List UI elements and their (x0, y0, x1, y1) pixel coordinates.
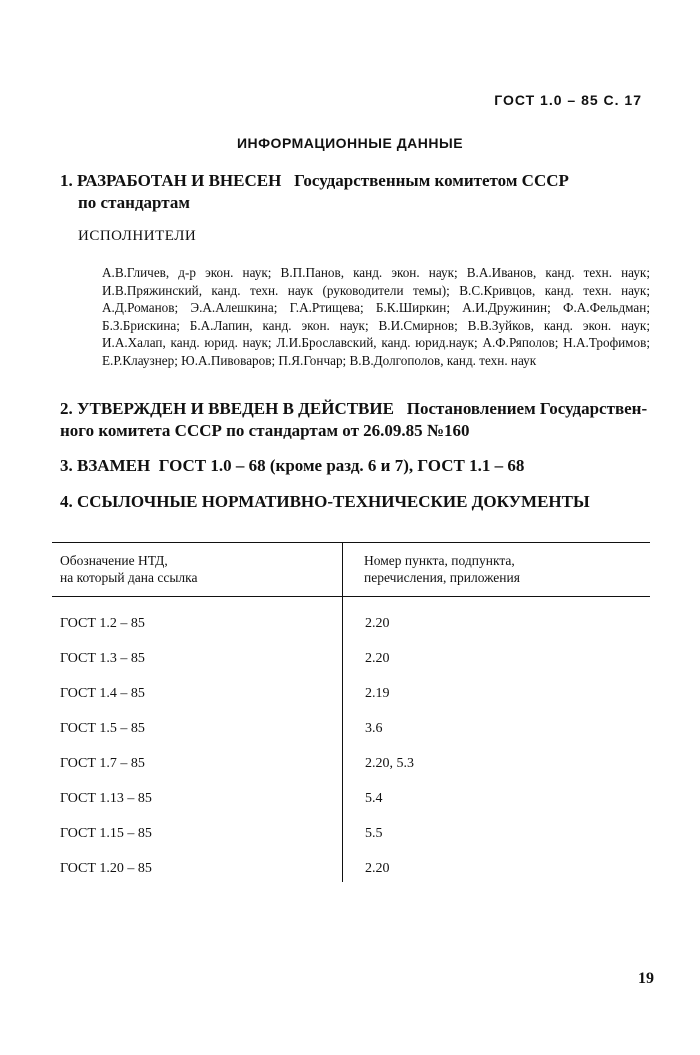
performers-list: А.В.Гличев, д-р экон. наук; В.П.Панов, канд. экон. наук; В.А.Иванов, канд. техн. наук; И.В.Пряжинский, канд. техн. наук (руководители темы); В.С.Кривцов, канд. техн. наук; А.Д.Романов; Э.А.Алешкина; Г.А.Ртищева; Б.К.Ширкин; А.И.Дружинин; Ф.А.Фельдман; Б.З.Брискина; Б.А.Лапин, канд. экон. наук; В.И.Смирнов; В.В.Зуйков, канд. экон. наук; И.А.Халап, канд. юрид. наук; Л.И.Брославский, канд. юрид.наук; А.Ф.Ряполов; Н.А.Трофимов; Е.Р.Клаузнер; Ю.А.Пивоваров; П.Я.Гончар; В.В.Долгополов, канд. техн. наук (102, 265, 650, 368)
section-text-continued: по стандартам (78, 193, 190, 212)
section-text: Государственным комитетом СССР (294, 171, 569, 190)
table-row (52, 826, 650, 860)
section-label: ВЗАМЕН (77, 456, 151, 475)
table-header-document (60, 552, 198, 586)
table-header-text: перечисления, приложения (364, 570, 520, 585)
table-header-text: на который дана ссылка (60, 570, 198, 585)
section-approved (60, 398, 650, 442)
table-cell-document: ГОСТ 1.4 – 85 (60, 686, 145, 701)
section-label: ССЫЛОЧНЫЕ НОРМАТИВНО-ТЕХНИЧЕСКИЕ ДОКУМЕНТЫ (77, 492, 590, 511)
table-cell-clause: 5.5 (365, 826, 383, 841)
table-cell-clause: 3.6 (365, 721, 383, 736)
table-cell-clause: 2.20 (365, 651, 390, 666)
table-row (52, 721, 650, 755)
table-cell-clause: 2.20 (365, 616, 390, 631)
table-cell-document: ГОСТ 1.20 – 85 (60, 861, 152, 876)
section-text: Постановлением Государствен- (406, 399, 648, 418)
table-row (52, 756, 650, 790)
section-reference-docs (60, 491, 650, 513)
performers-label: ИСПОЛНИТЕЛИ (78, 228, 197, 244)
table-row (52, 686, 650, 720)
section-number: 2. (60, 399, 73, 418)
table-header-rule (52, 596, 650, 597)
table-cell-clause: 2.20 (365, 861, 390, 876)
page-number: 19 (638, 970, 654, 987)
table-row (52, 861, 650, 895)
info-title: ИНФОРМАЦИОННЫЕ ДАННЫЕ (236, 135, 464, 151)
table-header-text: Номер пункта, подпункта, (364, 553, 515, 568)
table-cell-document: ГОСТ 1.15 – 85 (60, 826, 152, 841)
section-label: УТВЕРЖДЕН И ВВЕДЕН В ДЕЙСТВИЕ (77, 399, 394, 418)
table-row (52, 791, 650, 825)
table-row (52, 616, 650, 650)
table-header-clause (364, 552, 520, 586)
section-replaces (60, 455, 650, 477)
table-cell-document: ГОСТ 1.3 – 85 (60, 651, 145, 666)
table-top-rule (52, 542, 650, 543)
table-row (52, 651, 650, 685)
table-cell-document: ГОСТ 1.2 – 85 (60, 616, 145, 631)
section-number: 4. (60, 492, 73, 511)
table-cell-document: ГОСТ 1.7 – 85 (60, 756, 145, 771)
section-number: 1. (60, 171, 73, 190)
table-cell-clause: 2.19 (365, 686, 390, 701)
table-cell-document: ГОСТ 1.5 – 85 (60, 721, 145, 736)
section-label: РАЗРАБОТАН И ВНЕСЕН (77, 171, 282, 190)
table-header-text: Обозначение НТД, (60, 553, 168, 568)
section-number: 3. (60, 456, 73, 475)
page-header: ГОСТ 1.0 – 85 С. 17 (494, 92, 642, 108)
table-cell-clause: 2.20, 5.3 (365, 756, 414, 771)
section-developed (60, 170, 650, 214)
table-cell-clause: 5.4 (365, 791, 383, 806)
table-cell-document: ГОСТ 1.13 – 85 (60, 791, 152, 806)
section-text: ГОСТ 1.0 – 68 (кроме разд. 6 и 7), ГОСТ 1.1 – 68 (158, 456, 525, 475)
section-text-continued: ного комитета СССР по стандартам от 26.09.85 №160 (60, 421, 470, 440)
